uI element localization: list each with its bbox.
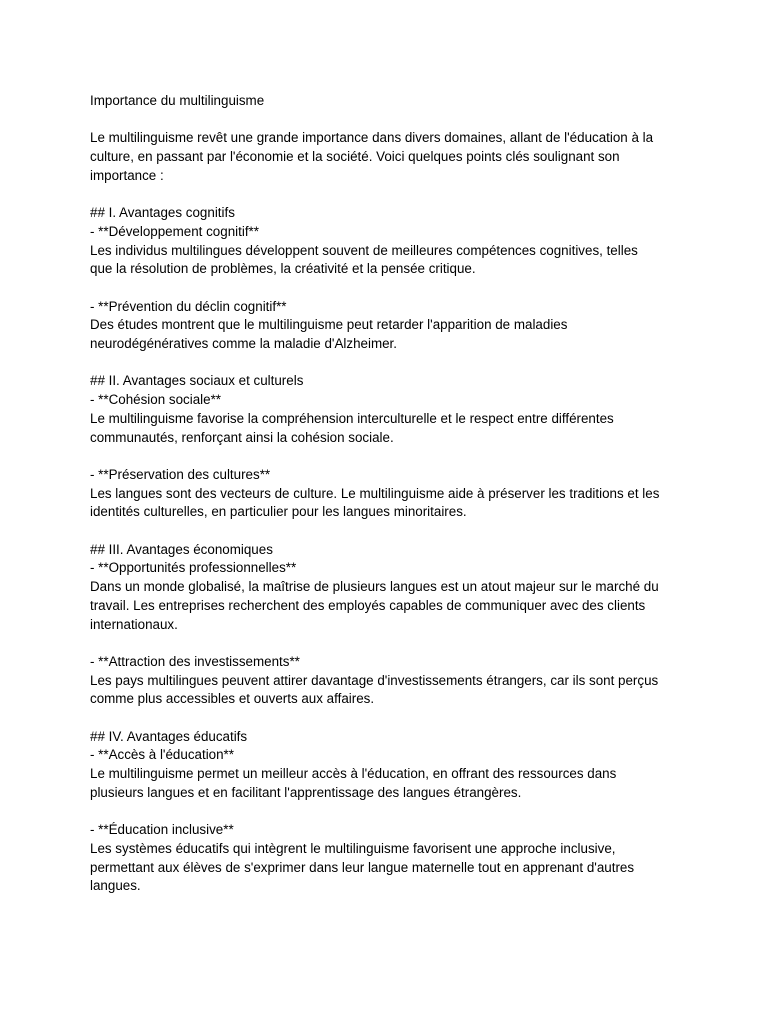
intro-line: culture, en passant par l'économie et la société. Voici quelques points clés soulignant son	[90, 149, 620, 165]
item-text-line: Dans un monde globalisé, la maîtrise de plusieurs langues est un atout majeur sur le marché du	[90, 579, 659, 595]
item-label: - **Prévention du déclin cognitif**	[90, 298, 287, 314]
blank-line	[90, 709, 690, 728]
section-educational	[90, 728, 690, 896]
section-social-cultural	[90, 372, 690, 522]
document-title: Importance du multilinguisme	[90, 93, 265, 108]
blank-line	[90, 803, 690, 822]
item-text-line: plusieurs langues et en facilitant l'apprentissage des langues étrangères.	[90, 784, 522, 800]
item-text-line: Les pays multilingues peuvent attirer davantage d'investissements étrangers, car ils sont perçus	[90, 672, 659, 688]
blank-line	[90, 634, 690, 653]
item-text-line: comme plus accessibles et ouverts aux affaires.	[90, 691, 375, 707]
section-heading: ## I. Avantages cognitifs	[90, 205, 235, 221]
item-label: - **Opportunités professionnelles**	[90, 560, 297, 576]
item-text-line: identités culturelles, en particulier pour les langues minoritaires.	[90, 504, 467, 520]
blank-line	[90, 111, 690, 130]
item-text-line: Les individus multilingues développent souvent de meilleures compétences cognitives, telles	[90, 242, 638, 258]
item-text-line: Le multilinguisme permet un meilleur accès à l'éducation, en offrant des ressources dans	[90, 766, 617, 782]
blank-line	[90, 522, 690, 541]
item-text-line: Des études montrent que le multilinguisme peut retarder l'apparition de maladies	[90, 317, 568, 333]
item-text-line: communautés, renforçant ainsi la cohésion sociale.	[90, 429, 394, 445]
item-label: - **Éducation inclusive**	[90, 822, 234, 838]
item-text-line: travail. Les entreprises recherchent des employés capables de communiquer avec des clients	[90, 597, 646, 613]
intro-paragraph	[90, 129, 690, 185]
item-text-line: permettant aux élèves de s'exprimer dans leur langue maternelle tout en apprenant d'autres	[90, 859, 635, 875]
section-heading: ## II. Avantages sociaux et culturels	[90, 373, 304, 389]
item-label: - **Développement cognitif**	[90, 223, 259, 239]
item-text-line: Le multilinguisme favorise la compréhension interculturelle et le respect entre différentes	[90, 410, 614, 426]
section-cognitive	[90, 204, 690, 354]
item-label: - **Attraction des investissements**	[90, 653, 300, 669]
item-text-line: neurodégénératives comme la maladie d'Alzheimer.	[90, 336, 397, 352]
item-label: - **Cohésion sociale**	[90, 392, 222, 408]
section-heading: ## III. Avantages économiques	[90, 541, 273, 557]
item-label: - **Préservation des cultures**	[90, 466, 271, 482]
section-economic	[90, 541, 690, 709]
blank-line	[90, 447, 690, 466]
intro-line: Le multilinguisme revêt une grande importance dans divers domaines, allant de l'éducation à la	[90, 130, 654, 146]
item-text-line: Les systèmes éducatifs qui intègrent le multilinguisme favorisent une approche inclusive,	[90, 840, 616, 856]
item-label: - **Accès à l'éducation**	[90, 747, 234, 763]
item-text-line: Les langues sont des vecteurs de culture. Le multilinguisme aide à préserver les traditions et les	[90, 485, 660, 501]
document-body	[90, 92, 690, 896]
item-text-line: langues.	[90, 878, 141, 894]
intro-line: importance :	[90, 167, 164, 183]
blank-line	[90, 354, 690, 373]
blank-line	[90, 186, 690, 205]
blank-line	[90, 279, 690, 298]
item-text-line: internationaux.	[90, 616, 178, 632]
section-heading: ## IV. Avantages éducatifs	[90, 728, 248, 744]
item-text-line: que la résolution de problèmes, la créativité et la pensée critique.	[90, 261, 476, 277]
